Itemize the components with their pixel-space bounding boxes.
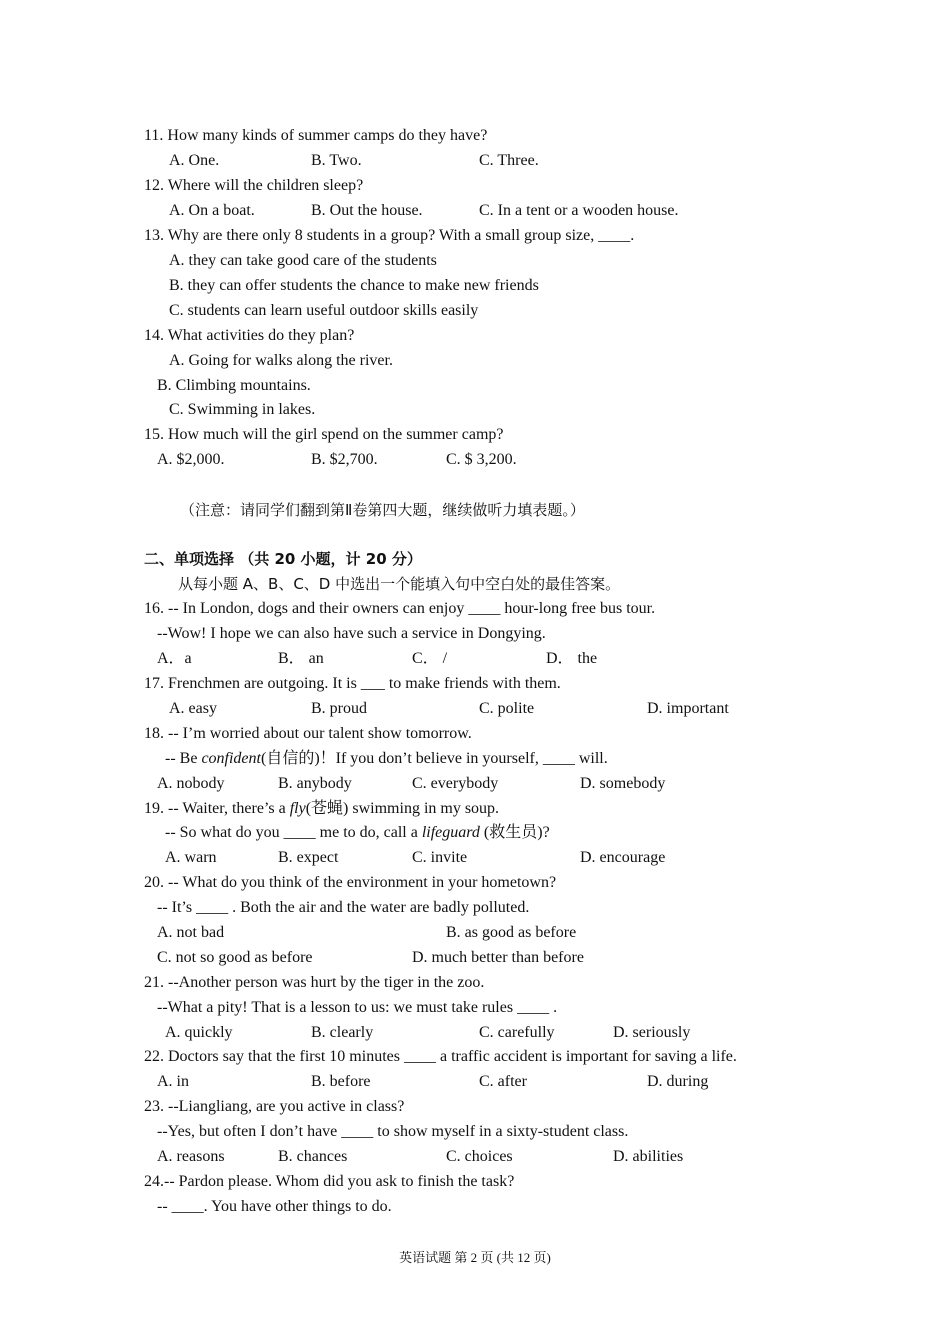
question-12: 12. Where will the children sleep? — [144, 177, 364, 194]
option-a: A. they can take good care of the students — [169, 252, 437, 269]
option-c: C. polite — [479, 700, 535, 717]
option-d: D． the — [546, 650, 598, 667]
question-22: 22. Doctors say that the first 10 minutes ____ a traffic accident is important for saving a life. — [144, 1048, 737, 1065]
page-footer: 英语试题 第 2 页 (共 12 页) — [399, 1250, 551, 1265]
option-b: B. clearly — [311, 1024, 374, 1041]
option-b: B. $2,700. — [311, 451, 378, 468]
text-segment: (苍蝇) swimming in my soup. — [305, 800, 500, 817]
option-d: D. important — [647, 700, 729, 717]
question-13: 13. Why are there only 8 students in a group? With a small group size, ____. — [144, 227, 635, 244]
question-line — [165, 823, 550, 843]
italic-word: fly — [289, 800, 306, 817]
question-line: -- ____. You have other things to do. — [157, 1198, 392, 1215]
option-a: A. in — [157, 1073, 189, 1090]
question-23: 23. --Liangliang, are you active in class? — [144, 1098, 405, 1115]
option-c: C. after — [479, 1073, 527, 1090]
option-b: B. they can offer students the chance to make new friends — [169, 277, 539, 294]
option-b: B. Two. — [311, 152, 362, 169]
section-instruction: 从每小题 A、B、C、D 中选出一个能填入句中空白处的最佳答案。 — [178, 575, 621, 593]
option-c: C. everybody — [412, 775, 499, 792]
italic-word: lifeguard — [421, 824, 480, 841]
option-b: B. chances — [278, 1148, 348, 1165]
question-line — [165, 749, 608, 769]
question-line: --Yes, but often I don’t have ____ to show myself in a sixty-student class. — [157, 1123, 629, 1140]
option-b: B. Climbing mountains. — [157, 377, 311, 394]
option-d: D. much better than before — [412, 949, 584, 966]
question-21: 21. --Another person was hurt by the tiger in the zoo. — [144, 974, 485, 991]
question-17: 17. Frenchmen are outgoing. It is ___ to make friends with them. — [144, 675, 561, 692]
section-title: 二、单项选择 （共 20 小题，计 20 分） — [144, 550, 422, 568]
option-a: A. On a boat. — [169, 202, 255, 219]
option-c: C. not so good as before — [157, 949, 313, 966]
option-a: A. reasons — [157, 1148, 225, 1165]
option-c: C. Three. — [479, 152, 539, 169]
option-a: A. One. — [169, 152, 220, 169]
question-15: 15. How much will the girl spend on the summer camp? — [144, 426, 504, 443]
text-segment: 19. -- Waiter, there’s a — [144, 800, 290, 817]
question-line: --Wow! I hope we can also have such a service in Dongying. — [157, 625, 546, 642]
option-d: D. somebody — [580, 775, 666, 792]
option-c: C. invite — [412, 849, 468, 866]
question-18: 18. -- I’m worried about our talent show tomorrow. — [144, 725, 472, 742]
option-a: A. Going for walks along the river. — [169, 352, 393, 369]
option-b: B. before — [311, 1073, 371, 1090]
option-c: C. Swimming in lakes. — [169, 401, 316, 418]
option-b: B. Out the house. — [311, 202, 423, 219]
option-d: D. seriously — [613, 1024, 691, 1041]
option-c: C. In a tent or a wooden house. — [479, 202, 679, 219]
option-d: D. encourage — [580, 849, 666, 866]
option-d: D. abilities — [613, 1148, 684, 1165]
option-b: B. proud — [311, 700, 367, 717]
option-c: C. choices — [446, 1148, 513, 1165]
text-segment: -- So what do you ____ me to do, call a — [165, 824, 422, 841]
question-14: 14. What activities do they plan? — [144, 327, 355, 344]
option-b: B． an — [278, 650, 324, 667]
option-a: A. quickly — [165, 1024, 233, 1041]
option-a: A. not bad — [157, 924, 225, 941]
option-a: A. $2,000. — [157, 451, 225, 468]
option-c: C. students can learn useful outdoor skills easily — [169, 302, 479, 319]
option-a: A. nobody — [157, 775, 225, 792]
question-24: 24.-- Pardon please. Whom did you ask to finish the task? — [144, 1173, 515, 1190]
option-b: B. expect — [278, 849, 339, 866]
option-a: A．a — [157, 650, 192, 667]
italic-word: confident — [201, 750, 261, 767]
question-19 — [144, 799, 499, 819]
option-c: C. carefully — [479, 1024, 555, 1041]
text-segment: -- Be — [165, 750, 202, 767]
option-b: B. as good as before — [446, 924, 577, 941]
question-20: 20. -- What do you think of the environment in your hometown? — [144, 874, 557, 891]
question-line: -- It’s ____ . Both the air and the water are badly polluted. — [157, 899, 530, 916]
option-d: D. during — [647, 1073, 709, 1090]
option-c: C. $ 3,200. — [446, 451, 517, 468]
question-line: --What a pity! That is a lesson to us: we must take rules ____ . — [157, 999, 558, 1016]
option-b: B. anybody — [278, 775, 352, 792]
question-16: 16. -- In London, dogs and their owners can enjoy ____ hour-long free bus tour. — [144, 600, 656, 617]
option-a: A. easy — [169, 700, 217, 717]
option-a: A. warn — [165, 849, 217, 866]
question-11: 11. How many kinds of summer camps do they have? — [144, 127, 488, 144]
text-segment: (救生员)? — [479, 824, 550, 841]
option-c: C． / — [412, 650, 448, 667]
text-segment: (自信的)！If you don’t believe in yourself, ____ will. — [260, 750, 608, 767]
listening-note: （注意：请同学们翻到第Ⅱ卷第四大题，继续做听力填表题。） — [180, 501, 585, 519]
